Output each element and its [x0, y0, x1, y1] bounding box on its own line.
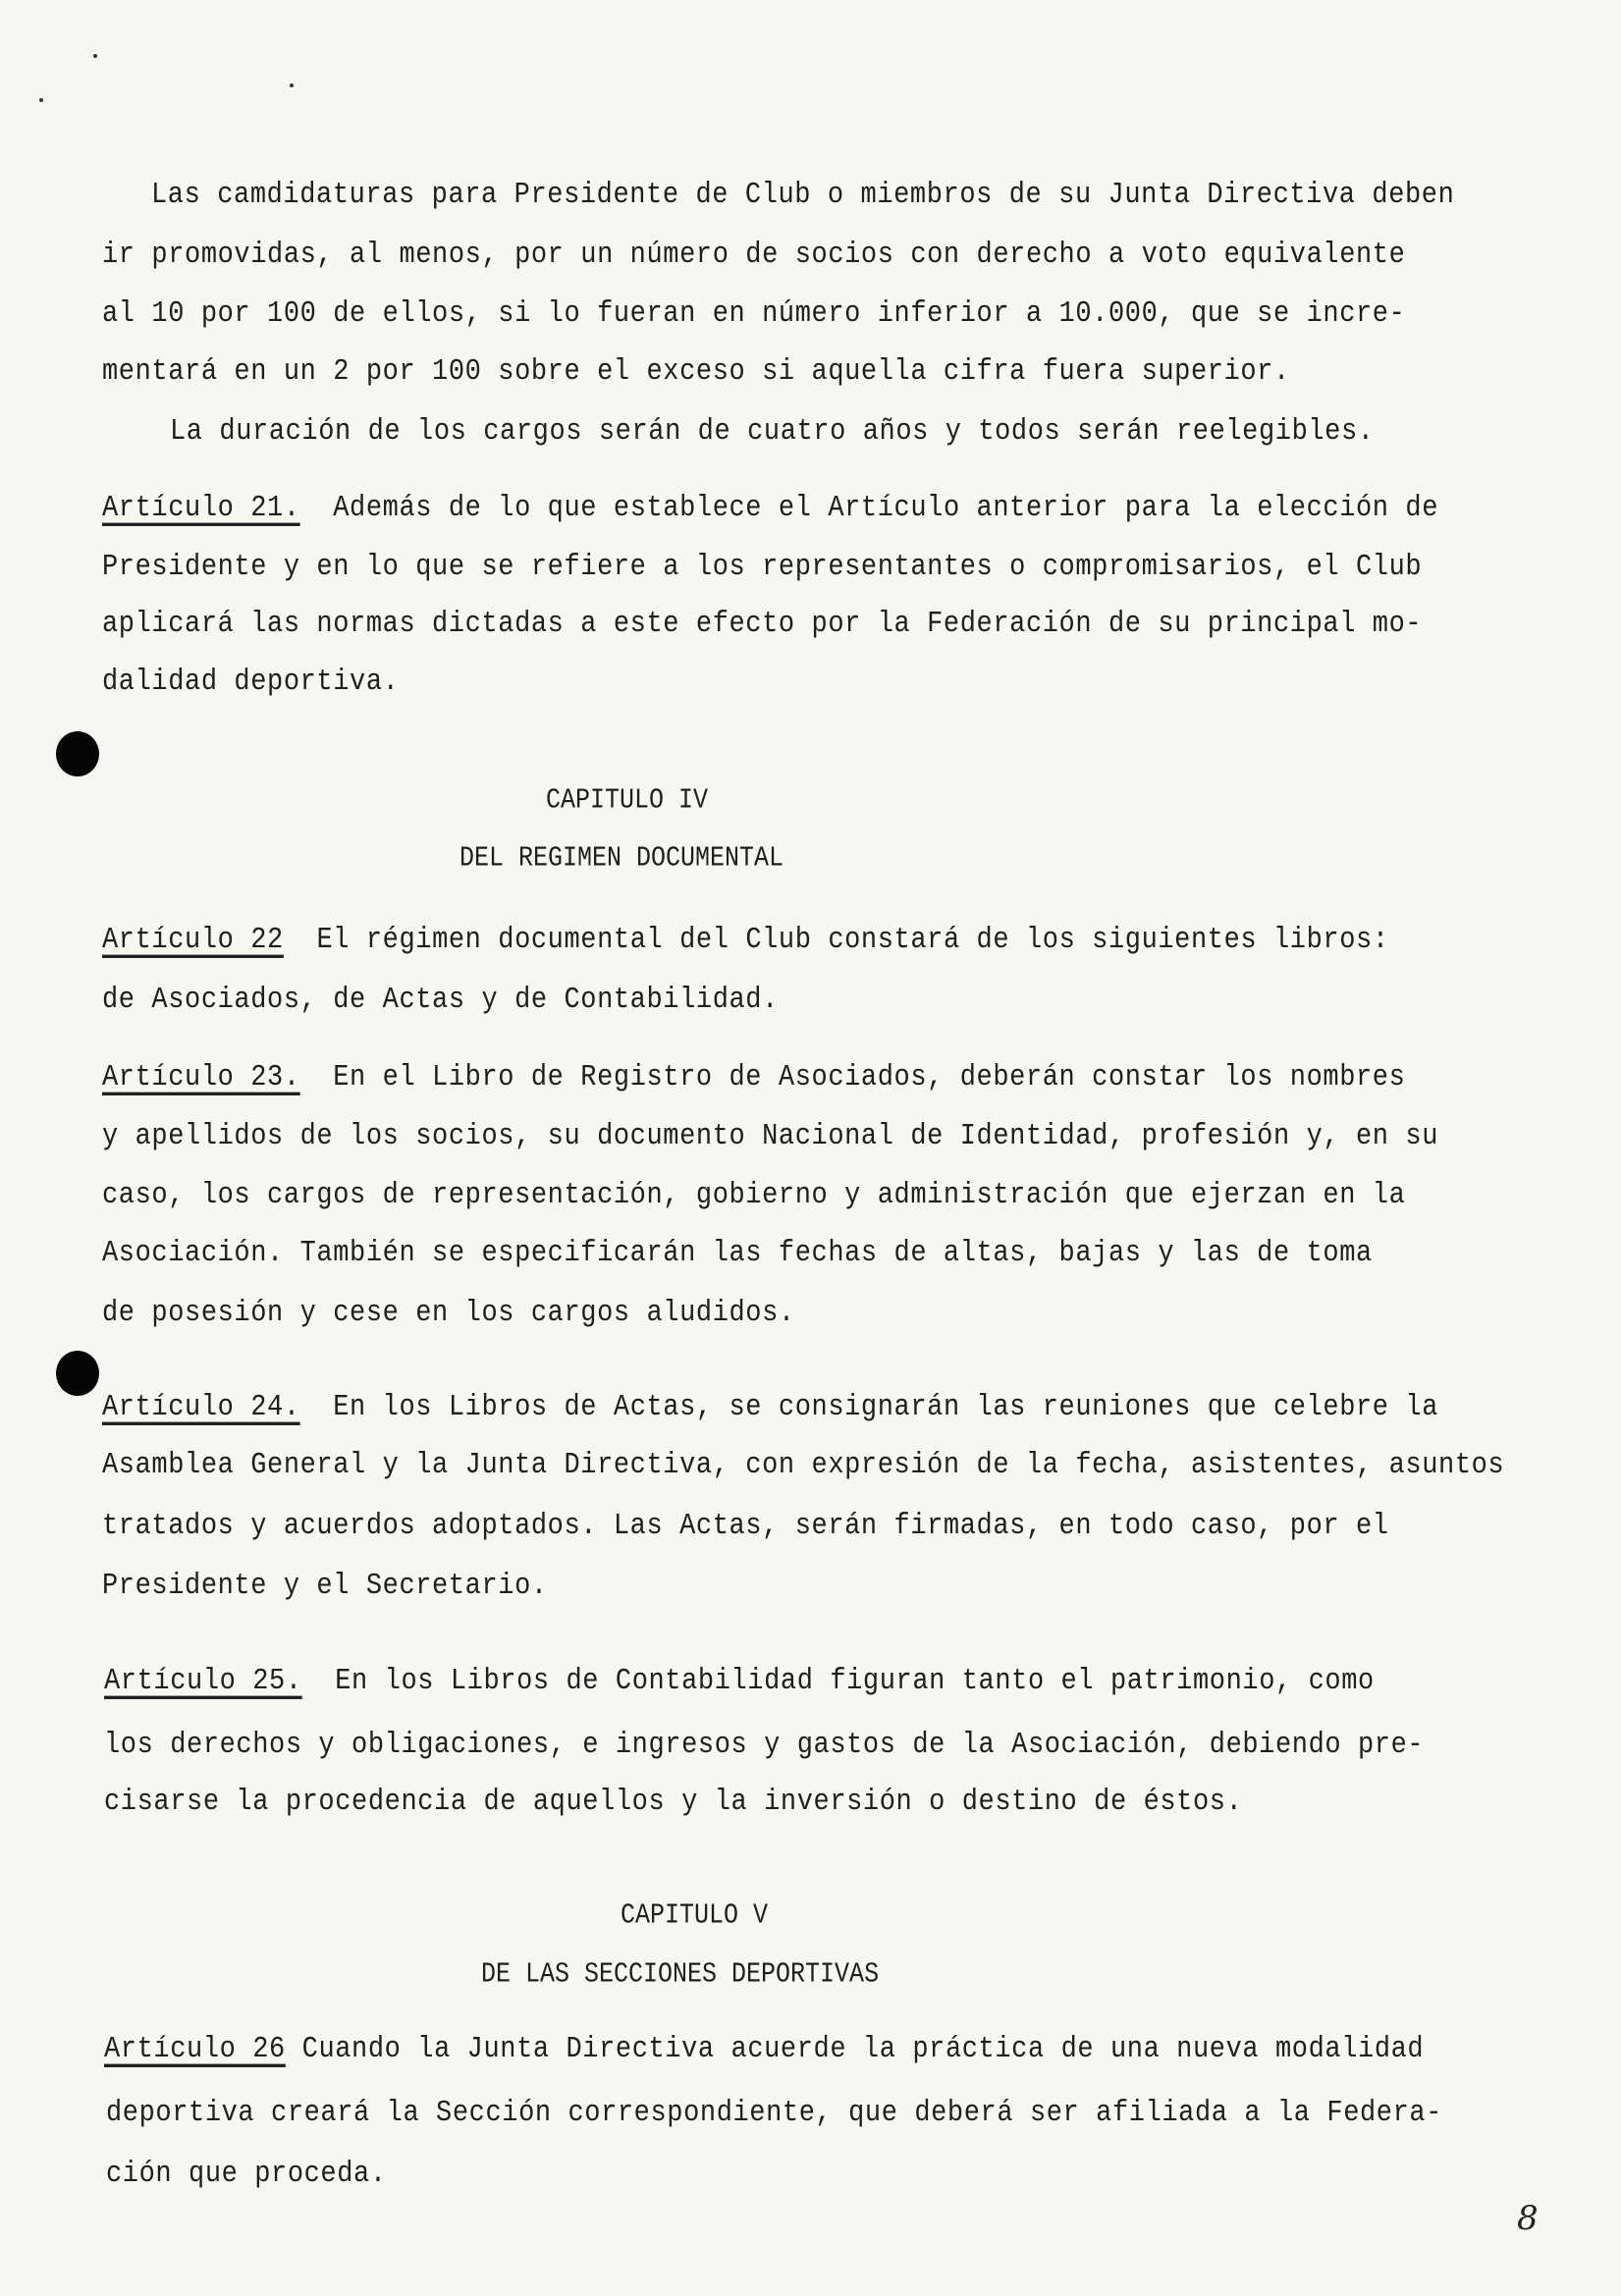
line-text: mentará en un 2 por 100 sobre el exceso si aquella cifra fuera superior.	[102, 355, 1290, 389]
line-text: de posesión y cese en los cargos aludidos.	[102, 1297, 795, 1330]
line-text: El régimen documental del Club constará de los siguientes libros:	[283, 924, 1389, 957]
text-line	[170, 413, 1375, 451]
punch-hole	[56, 731, 99, 776]
text-line	[106, 2095, 1442, 2132]
text-line	[102, 1295, 795, 1332]
chapter-title	[481, 1955, 879, 1994]
text-line	[102, 1118, 1438, 1155]
text-line	[102, 353, 1290, 391]
page-number: 8	[1517, 2199, 1539, 2238]
line-text: y apellidos de los socios, su documento Nacional de Identidad, profesión y, en su	[102, 1120, 1439, 1153]
line-text: Asociación. También se especificarán las fechas de altas, bajas y las de toma	[102, 1237, 1373, 1270]
line-text: Presidente y en lo que se refiere a los representantes o compromisarios, el Club	[102, 551, 1423, 584]
line-text: Las camdidaturas para Presidente de Club o miembros de su Junta Directiva deben	[151, 179, 1455, 212]
line-text: dalidad deportiva.	[102, 666, 400, 699]
line-text: Asamblea General y la Junta Directiva, con expresión de la fecha, asistentes, asuntos	[102, 1449, 1505, 1482]
line-text: ción que proceda.	[106, 2158, 387, 2191]
chapter-number	[546, 781, 708, 820]
text-line	[104, 1663, 1375, 1700]
text-line	[106, 2156, 387, 2193]
line-text: ir promovidas, al menos, por un número de socios con derecho a voto equivalente	[102, 239, 1406, 272]
speck	[39, 98, 43, 102]
article-label: Artículo 21.	[102, 492, 300, 525]
line-text: En el Libro de Registro de Asociados, deberán constar los nombres	[299, 1061, 1406, 1095]
line-text: Presidente y el Secretario.	[102, 1570, 548, 1603]
article-label: Artículo 26	[104, 2033, 286, 2066]
text-line	[102, 549, 1422, 586]
line-text: La duración de los cargos serán de cuatro años y todos serán reelegibles.	[170, 415, 1375, 449]
punch-hole	[56, 1351, 99, 1396]
line-text: Además de lo que establece el Artículo anterior para la elección de	[299, 492, 1439, 525]
speck	[290, 83, 294, 87]
chapter-number	[621, 1896, 768, 1935]
text-line	[102, 1389, 1438, 1426]
text-line	[104, 1727, 1424, 1764]
line-text: Cuando la Junta Directiva acuerde la práctica de una nueva modalidad	[285, 2033, 1425, 2066]
text-line	[102, 1235, 1373, 1272]
text-line	[102, 1177, 1405, 1214]
line-text: de Asociados, de Actas y de Contabilidad.	[102, 984, 779, 1017]
speck	[93, 54, 97, 58]
article-label: Artículo 22	[102, 924, 284, 957]
text-line	[102, 1508, 1389, 1545]
line-text: al 10 por 100 de ellos, si lo fueran en número inferior a 10.000, que se incre-	[102, 297, 1406, 331]
text-line	[102, 237, 1405, 274]
line-text: DEL REGIMEN DOCUMENTAL	[459, 841, 784, 875]
chapter-title	[459, 839, 783, 878]
line-text: cisarse la procedencia de aquellos y la inversión o destino de éstos.	[104, 1786, 1243, 1819]
line-text: deportiva creará la Sección correspondiente, que deberá ser afiliada a la Federa-	[106, 2097, 1443, 2130]
text-line	[102, 1059, 1405, 1096]
text-line	[102, 606, 1422, 643]
line-text: caso, los cargos de representación, gobierno y administración que ejerzan en la	[102, 1179, 1406, 1212]
line-text: DE LAS SECCIONES DEPORTIVAS	[481, 1957, 880, 1991]
text-line	[102, 1447, 1504, 1484]
line-text: aplicará las normas dictadas a este efecto por la Federación de su principal mo-	[102, 608, 1423, 641]
text-line	[104, 2031, 1424, 2068]
line-text: CAPITULO V	[621, 1898, 769, 1932]
text-line	[104, 1784, 1242, 1821]
text-line	[102, 922, 1389, 959]
line-text: En los Libros de Actas, se consignarán las reuniones que celebre la	[299, 1391, 1439, 1424]
text-line	[151, 177, 1454, 214]
line-text: En los Libros de Contabilidad figuran tanto el patrimonio, como	[301, 1665, 1375, 1698]
text-line	[102, 490, 1438, 527]
text-line	[102, 1568, 548, 1605]
article-label: Artículo 23.	[102, 1061, 300, 1095]
line-text: tratados y acuerdos adoptados. Las Actas, serán firmadas, en todo caso, por el	[102, 1510, 1389, 1543]
line-text: CAPITULO IV	[546, 783, 709, 817]
line-text: los derechos y obligaciones, e ingresos y gastos de la Asociación, debiendo pre-	[104, 1729, 1425, 1762]
text-line	[102, 295, 1405, 333]
text-line	[102, 982, 779, 1019]
text-line	[102, 664, 399, 701]
article-label: Artículo 24.	[102, 1391, 300, 1424]
article-label: Artículo 25.	[104, 1665, 302, 1698]
